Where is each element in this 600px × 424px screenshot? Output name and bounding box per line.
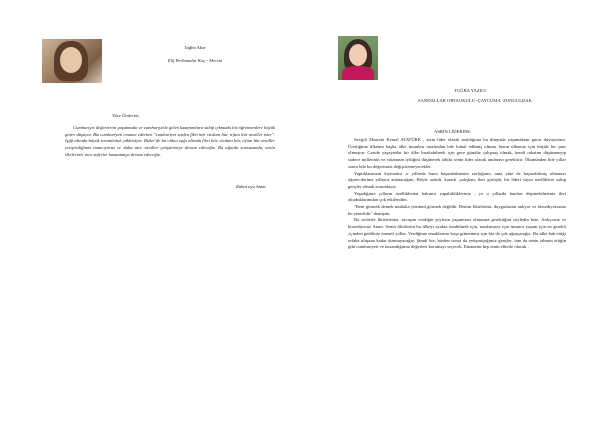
paragraph: Yaşadığınız yılların özelliklerine bakınca yapabildikleriniz , ye o yıllarda bunları düşünebilmeniz ileri okuduklarımdan çok etkilendim. bbox=[348, 190, 566, 203]
school-left: Elif Perlamalar Koç - Mersin bbox=[167, 58, 223, 63]
author-name-left: Tuğba Akar bbox=[184, 45, 206, 50]
paragraph: Cumhuriyet değerlerini yaşatmada ve cumhuriyetle gelen kazanımlara sahip çıkmada biz öğretmenlere büyük görev düşüyor. Biz cumhuriyeti emanet ederken "cumhuriyet sizden fikri hür vicdanı hür, irfanı hür nesiller ister". İşiği altında büyük sorumluluk yüklüniyör. Bizler'de bu olduo ışığı altında fikri hür, vicdanı hür, irfanı hür nesiller yetiştirdiğimiz inancıyoruz ve daha nice nesiller yetiştirmeye devam edeceğiz. Bu uğurda sonsuzunda, senin ilkelerinle nice zaferler kazanmaya devam edeceğiz. bbox=[65, 125, 275, 157]
greeting-left: Yüce Önderim, bbox=[112, 113, 140, 118]
letter-body-left bbox=[65, 125, 275, 159]
paragraph: Sevgili Mustafa Kemal ATATÜRK , sizin lider olarak anıldığınız bu dünyada yaşamaktan gurur duyuyorum. Ürettiğiniz ülkenin başka ülke insanları tarafından bile kabul edilmiş olması bizim ülkemiz için büyük bir şans olmuştur. Geride yaşayanlar bir ülke bırakabilmek için gece gündüz çalışmış olmak, kendi rahatını düşünmeyip sadece milletinin ve vatanının iyiliğini düşünerek tabiki senin lider olarak anılmayı gerektirir. Ölümünden bile yıllar sonra bile bu değerimizi değiştiremeyecekler. bbox=[348, 137, 566, 169]
author-name-right: TUĞBA YAZICI bbox=[454, 88, 486, 93]
paragraph: "Beni görmek demek mutlaka yüzümü görmek değildir. Benim fikirlerimi, duygularımı anlıyor ve hissediyorsanız bu yeterlidir" demiştin. bbox=[348, 204, 566, 216]
greeting-right: ASRIN LİDERİNE; bbox=[434, 129, 472, 134]
photo-face bbox=[60, 47, 82, 73]
photo-face bbox=[349, 44, 367, 66]
author-photo-left bbox=[42, 39, 102, 83]
author-photo-right bbox=[338, 36, 378, 80]
paragraph: Bu sözlerle fikirlerinizi, savaşını verdiğin şeylerin yaşanması olmasına gerektiğini söyledin bize. Anlıyoruz ve hissediyoruz Atam. Senin fikirlerini bu ülkeyi ayakta tutabilmek için, nasılsmıyız için insanca yaşam için en gerekli ,içinden gediliniz önemli yollar. Verdiğiniz emaklarımı boşa gitmemesi için biz de çok uğraşacağız. Bu ülke hak ettiği refaha ulaşana kadar durmayacağız. Şimdi biz, bizden sonra da yetişmiçeğimiz gençler, tam da senin tahmin ettiğin gibi cumhuriyeti ve kazandığımız değerleri korumayı seçecek. Emanetin hep emin ellerde olacak . bbox=[348, 217, 566, 250]
photo-shirt bbox=[342, 66, 374, 80]
school-right: SANDALLAR ORTAOKULU -ÇAYCUMA -ZONGULDAK bbox=[418, 98, 532, 103]
letter-body-right bbox=[348, 137, 566, 251]
paragraph: Yaptıklarınızın kıymetini ,o yıllarda bunu başarabilmenin zorluğunu, ama yine de başarabilmiş olmanızı öğrencilerime yıllarca anlatacağım. Böyle azimli, kararlı ,çalışkan, ileri görüşlü, bir lideri sayın özelliklere sahip gençler olmak zorundayız. bbox=[348, 170, 566, 189]
signature-left: Rahat uyu Atam bbox=[236, 184, 266, 189]
